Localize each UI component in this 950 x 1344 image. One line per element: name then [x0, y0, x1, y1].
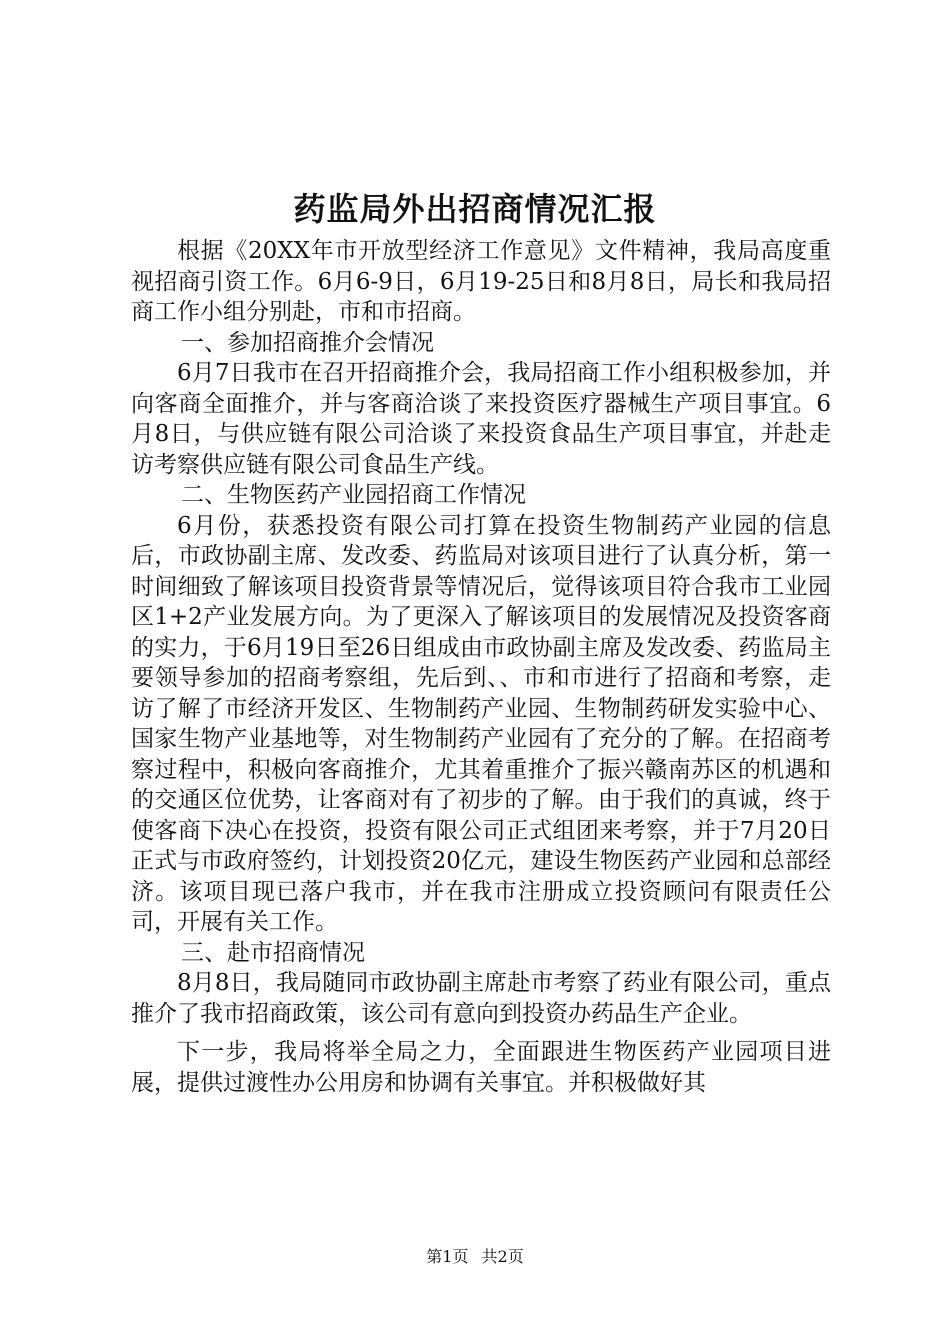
paragraph-section-1: 6月7日我市在召开招商推介会，我局招商工作小组积极参加，并向客商全面推介，并与客商洽谈了来投资医疗器械生产项目事宜。6月8日，与供应链有限公司洽谈了来投资食品生产项目事宜，并赴走访考察供应链有限公司食品生产线。 [131, 360, 831, 478]
paragraph-intro: 根据《20XX年市开放型经济工作意见》文件精神，我局高度重视招商引资工作。6月6-9日，6月19-25日和8月8日，局长和我局招商工作小组分别赴，市和市招商。 [131, 238, 831, 325]
section-heading-3: 三、赴市招商情况 [181, 939, 365, 966]
paragraph-section-2: 6月份，获悉投资有限公司打算在投资生物制药产业园的信息后，市政协副主席、发改委、药监局对该项目进行了认真分析，第一时间细致了解该项目投资背景等情况后，觉得该项目符合我市工业园区1+2产业发展方向。为了更深入了解该项目的发展情况及投资客商的实力，于6月19日至26日组成由市政协副主席及发改委、药监局主要领导参加的招商考察组，先后到、、市和市进行了招商和考察，走访了解了市经济开发区、生物制药产业园、生物制药研发实验中心、国家生物产业基地等，对生物制药产业园有了充分的了解。在招商考察过程中，积极向客商推介，尤其着重推介了振兴赣南苏区的机遇和的交通区位优势，让客商对有了初步的了解。由于我们的真诚，终于使客商下决心在投资，投资有限公司正式组团来考察，并于7月20日正式与市政府签约，计划投资20亿元，建设生物医药产业园和总部经济。该项目现已落户我市，并在我市注册成立投资顾问有限责任公司，开展有关工作。 [131, 512, 831, 935]
document-title: 药监局外出招商情况汇报 [293, 190, 657, 228]
section-heading-2: 二、生物医药产业园招商工作情况 [181, 482, 526, 508]
section-heading-1: 一、参加招商推介会情况 [181, 329, 434, 356]
paragraph-next-steps: 下一步，我局将举全局之力，全面跟进生物医药产业园项目进展，提供过渡性办公用房和协调有关事宜。并积极做好其 [131, 1039, 831, 1096]
page-footer [0, 1244, 950, 1267]
page-number: 第1页 [426, 1247, 469, 1266]
document-body [131, 236, 831, 1098]
page-total: 共2页 [481, 1247, 524, 1266]
paragraph-section-3: 8月8日，我局随同市政协副主席赴市考察了药业有限公司，重点推介了我市招商政策，该公司有意向到投资办药品生产企业。 [131, 970, 831, 1027]
